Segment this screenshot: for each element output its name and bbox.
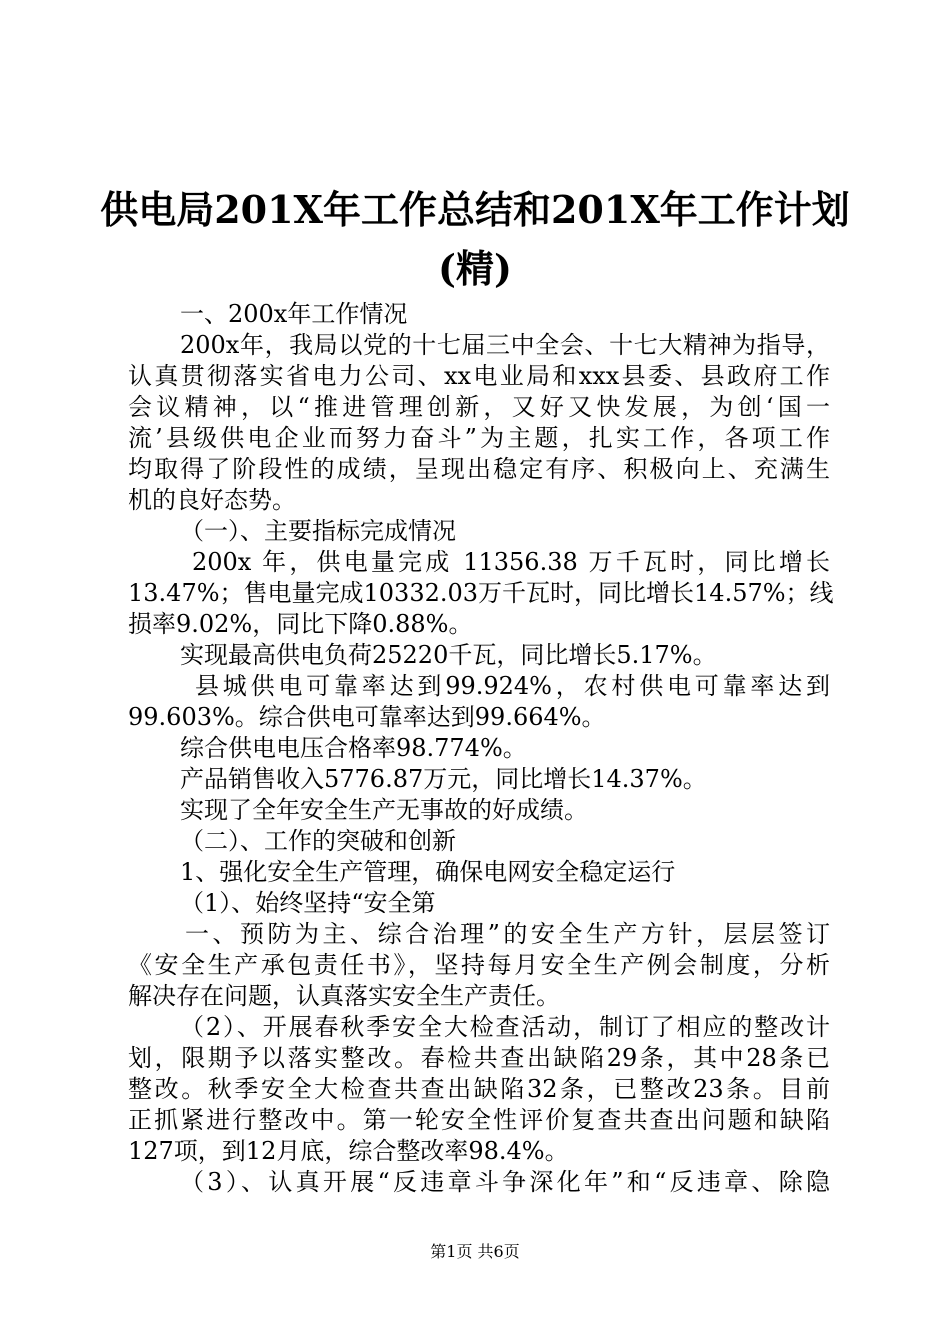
body-line: 正抓紧进行整改中。第一轮安全性评价复查共查出问题和缺陷 (128, 1106, 830, 1134)
body-line: 综合供电电压合格率98.774%。 (180, 734, 527, 762)
body-line: （2）、开展春秋季安全大检查活动，制订了相应的整改计 (180, 1013, 830, 1041)
body-line: 200x年，我局以党的十七届三中全会、十七大精神为指导， (180, 331, 830, 359)
body-line: 200x 年，供电量完成 11356.38 万千瓦时，同比增长 (192, 548, 830, 576)
body-line: 实现最高供电负荷25220千瓦，同比增长5.17%。 (180, 641, 717, 669)
body-line: 解决存在问题，认真落实安全生产责任。 (128, 982, 560, 1010)
body-line: 机的良好态势。 (128, 486, 296, 514)
document-title-line-2: (精) (438, 246, 512, 291)
body-line: 一、预防为主、综合治理”的安全生产方针，层层签订 (185, 920, 830, 948)
body-line: 13.47%；售电量完成10332.03万千瓦时，同比增长14.57%；线 (128, 579, 834, 607)
body-line: 会议精神，以“推进管理创新，又好又快发展，为创‘国一 (128, 393, 830, 421)
body-line: 认真贯彻落实省电力公司、xx电业局和xxx县委、县政府工作 (128, 362, 830, 390)
body-line: 《安全生产承包责任书》，坚持每月安全生产例会制度，分析 (128, 951, 830, 979)
subsection-heading: （一）、主要指标完成情况 (180, 517, 456, 545)
body-line: 127项，到12月底，综合整改率98.4%。 (128, 1137, 569, 1165)
body-line: 产品销售收入5776.87万元，同比增长14.37%。 (180, 765, 707, 793)
section-heading-1: 一、200x年工作情况 (180, 300, 408, 328)
body-line: 划，限期予以落实整改。春检共查出缺陷29条，其中28条已 (128, 1044, 830, 1072)
body-line: 99.603%。综合供电可靠率达到99.664%。 (128, 703, 606, 731)
subsection-heading: （二）、工作的突破和创新 (180, 827, 456, 855)
body-line: 均取得了阶段性的成绩，呈现出稳定有序、积极向上、充满生 (128, 455, 830, 483)
body-line: 损率9.02%，同比下降0.88%。 (128, 610, 473, 638)
item-heading: 1、强化安全生产管理，确保电网安全稳定运行 (180, 858, 676, 886)
body-line: 县城供电可靠率达到99.924%，农村供电可靠率达到 (195, 672, 830, 700)
body-line: （1）、始终坚持“安全第 (180, 889, 436, 917)
body-line: 实现了全年安全生产无事故的好成绩。 (180, 796, 588, 824)
body-line: 流’县级供电企业而努力奋斗”为主题，扎实工作，各项工作 (128, 424, 830, 452)
document-title-line-1: 供电局201X年工作总结和201X年工作计划 (100, 187, 850, 232)
page-footer: 第1页 共6页 (430, 1242, 520, 1261)
body-line: 整改。秋季安全大检查共查出缺陷32条，已整改23条。目前 (128, 1075, 830, 1103)
body-line: （3）、认真开展“反违章斗争深化年”和“反违章、除隐 (180, 1168, 830, 1196)
